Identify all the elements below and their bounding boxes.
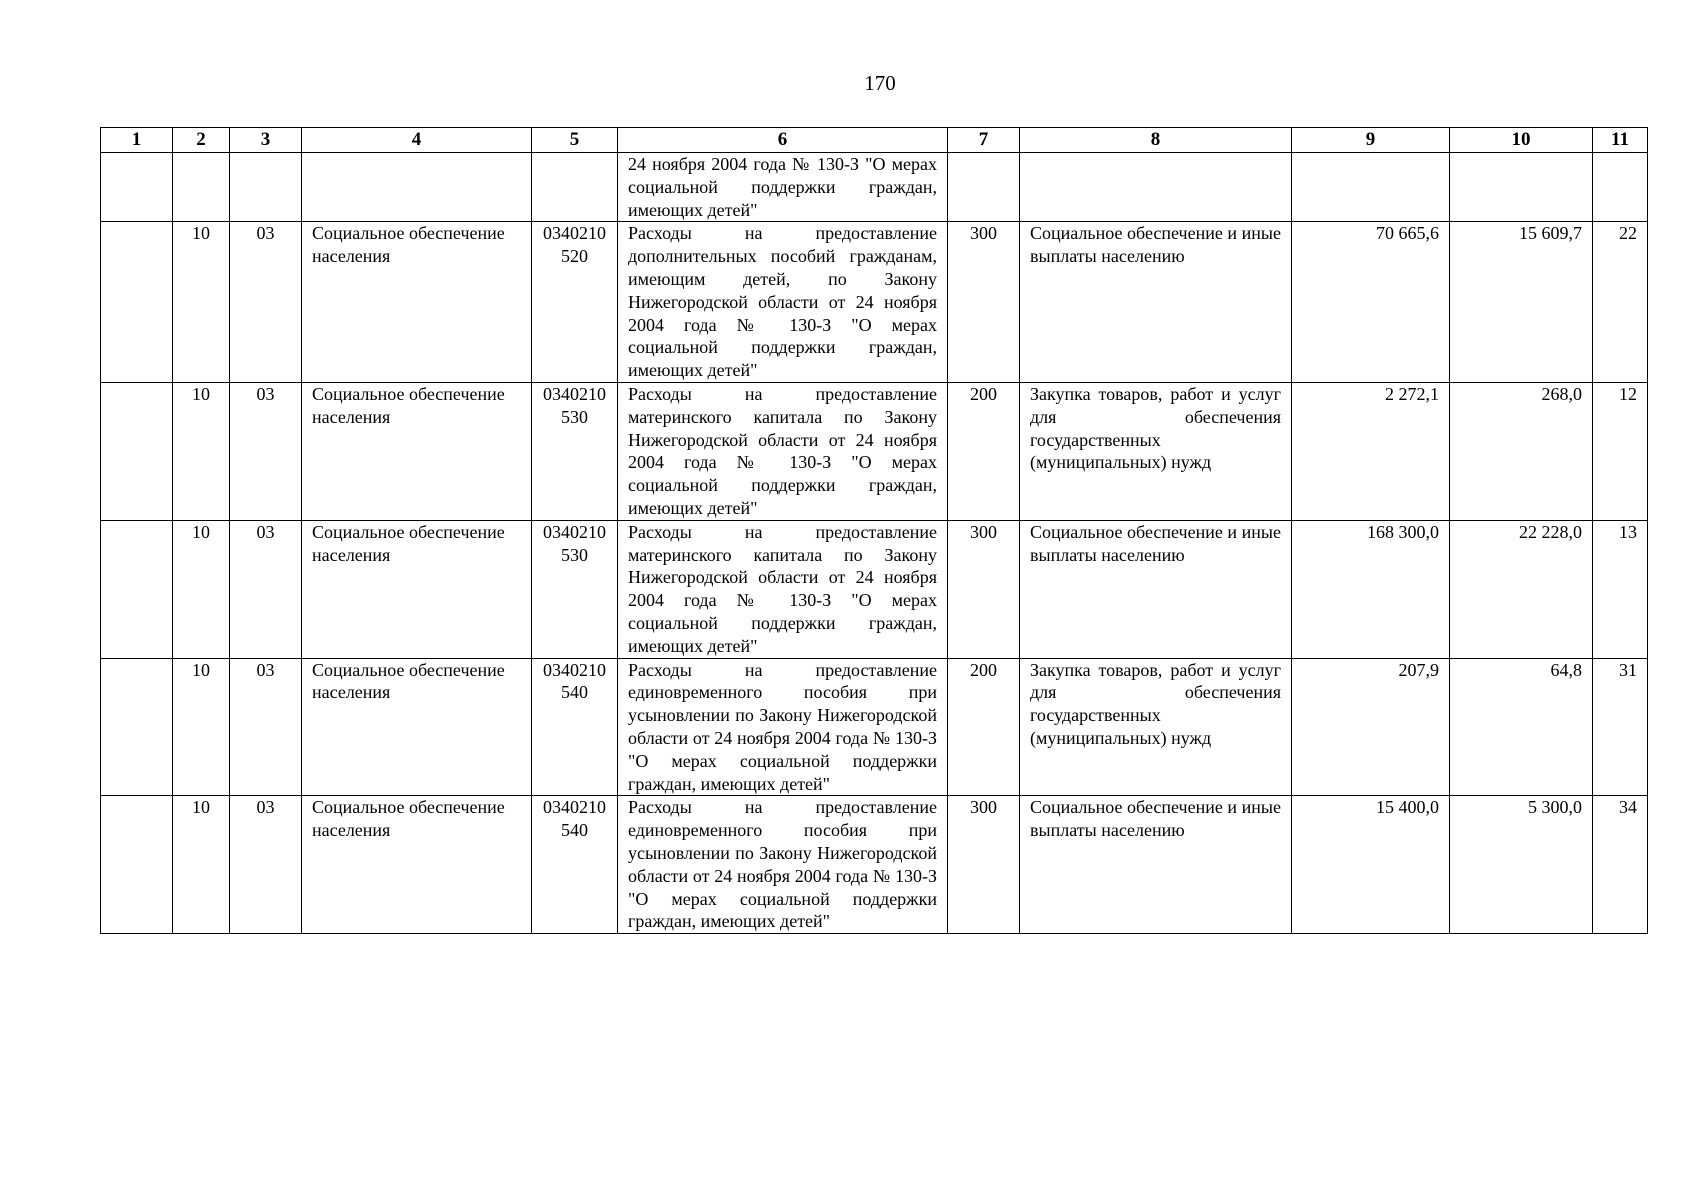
cell-amount-2: 64,8 [1450,658,1593,796]
cell-description: Расходы на предоставление материнского капитала по Закону Нижегородской области от 24 ноября 2004 года № 130-З "О мерах социальной поддержки граждан, имеющих детей" [618,520,948,658]
cell-target-code: 0340210530 [532,382,618,520]
page-number: 170 [864,71,896,95]
cell-col1 [101,520,173,658]
table-row [101,382,1648,520]
cell-col1 [101,153,173,222]
cell-description: Расходы на предоставление материнского капитала по Закону Нижегородской области от 24 ноября 2004 года № 130-З "О мерах социальной поддержки граждан, имеющих детей" [618,382,948,520]
cell-section: 10 [173,520,230,658]
cell-amount-1: 70 665,6 [1292,222,1450,383]
cell-expense-type-name: Социальное обеспечение и иные выплаты населению [1020,520,1292,658]
table-row [101,520,1648,658]
cell-amount-2: 22 228,0 [1450,520,1593,658]
cell-amount-2: 268,0 [1450,382,1593,520]
cell-target-code: 0340210540 [532,658,618,796]
cell-section: 10 [173,658,230,796]
cell-expense-type: 200 [948,382,1020,520]
cell-expense-type: 200 [948,658,1020,796]
cell-subsection: 03 [230,222,302,383]
cell-subsection: 03 [230,382,302,520]
cell-section-name: Социальное обеспечение населения [302,520,532,658]
cell-section: 10 [173,222,230,383]
cell-subsection: 03 [230,796,302,934]
cell-amount-1: 15 400,0 [1292,796,1450,934]
cell-target-code: 0340210540 [532,796,618,934]
cell-col1 [101,222,173,383]
column-header: 1 [101,128,173,153]
column-header: 4 [302,128,532,153]
cell-expense-type-name [1020,153,1292,222]
cell-amount-2 [1450,153,1593,222]
cell-col11: 12 [1593,382,1648,520]
cell-expense-type: 300 [948,520,1020,658]
cell-expense-type-name: Закупка товаров, работ и услуг для обеспечения государственных (муниципальных) нужд [1020,382,1292,520]
cell-amount-1: 207,9 [1292,658,1450,796]
cell-section-name [302,153,532,222]
header-row [101,128,1648,153]
cell-description: Расходы на предоставление единовременного пособия при усыновлении по Закону Нижегородской области от 24 ноября 2004 года № 130-З "О мерах социальной поддержки граждан, имеющих детей" [618,796,948,934]
table-row [101,796,1648,934]
cell-subsection [230,153,302,222]
cell-section-name: Социальное обеспечение населения [302,658,532,796]
column-header: 2 [173,128,230,153]
cell-expense-type-name: Социальное обеспечение и иные выплаты населению [1020,222,1292,383]
cell-section: 10 [173,796,230,934]
cell-section-name: Социальное обеспечение населения [302,382,532,520]
cell-col1 [101,796,173,934]
column-header: 10 [1450,128,1593,153]
column-header: 6 [618,128,948,153]
budget-table [100,127,1648,934]
cell-expense-type-name: Закупка товаров, работ и услуг для обеспечения государственных (муниципальных) нужд [1020,658,1292,796]
column-header: 7 [948,128,1020,153]
cell-subsection: 03 [230,520,302,658]
cell-amount-2: 5 300,0 [1450,796,1593,934]
cell-col1 [101,658,173,796]
cell-amount-1 [1292,153,1450,222]
cell-description: Расходы на предоставление единовременного пособия при усыновлении по Закону Нижегородской области от 24 ноября 2004 года № 130-З "О мерах социальной поддержки граждан, имеющих детей" [618,658,948,796]
cell-col11: 22 [1593,222,1648,383]
cell-col11: 31 [1593,658,1648,796]
column-header: 3 [230,128,302,153]
cell-target-code: 0340210530 [532,520,618,658]
cell-col11: 13 [1593,520,1648,658]
cell-section [173,153,230,222]
table-row [101,222,1648,383]
cell-subsection: 03 [230,658,302,796]
cell-amount-1: 168 300,0 [1292,520,1450,658]
table-row [101,658,1648,796]
cell-description: 24 ноября 2004 года № 130-З "О мерах социальной поддержки граждан, имеющих детей" [618,153,948,222]
table-row [101,153,1648,222]
cell-expense-type-name: Социальное обеспечение и иные выплаты населению [1020,796,1292,934]
cell-target-code [532,153,618,222]
column-header: 5 [532,128,618,153]
column-header: 9 [1292,128,1450,153]
cell-section-name: Социальное обеспечение населения [302,796,532,934]
cell-amount-2: 15 609,7 [1450,222,1593,383]
cell-section: 10 [173,382,230,520]
cell-col11: 34 [1593,796,1648,934]
cell-section-name: Социальное обеспечение населения [302,222,532,383]
column-header: 11 [1593,128,1648,153]
cell-expense-type [948,153,1020,222]
cell-description: Расходы на предоставление дополнительных пособий гражданам, имеющим детей, по Закону Нижегородской области от 24 ноября 2004 года № 130-З "О мерах социальной поддержки граждан, имеющих детей" [618,222,948,383]
cell-col1 [101,382,173,520]
cell-target-code: 0340210520 [532,222,618,383]
cell-expense-type: 300 [948,796,1020,934]
cell-col11 [1593,153,1648,222]
cell-amount-1: 2 272,1 [1292,382,1450,520]
cell-expense-type: 300 [948,222,1020,383]
column-header: 8 [1020,128,1292,153]
